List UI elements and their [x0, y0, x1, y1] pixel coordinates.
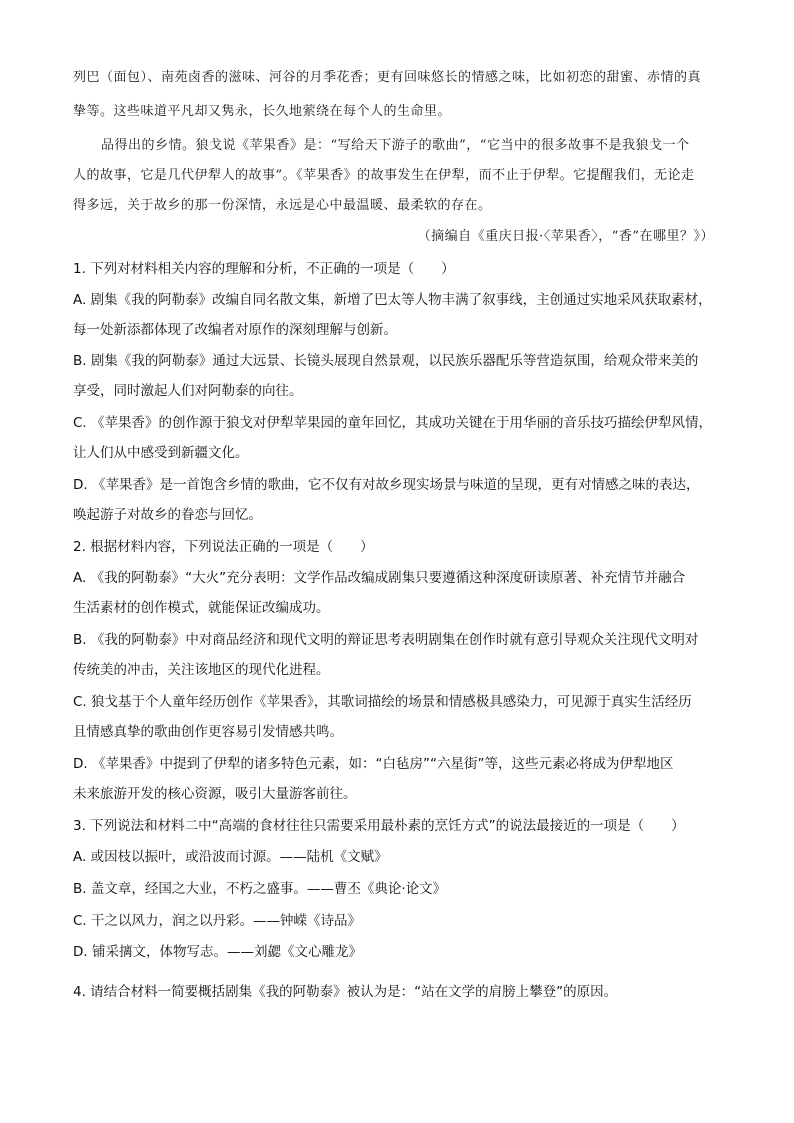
passage-line-2: 挚等。这些味道平凡却又隽永，长久地萦绕在每个人的生命里。 — [73, 104, 452, 119]
question-2-stem: 2. 根据材料内容，下列说法正确的一项是（ ） — [73, 539, 374, 555]
question-3-option-a: A. 或因枝以振叶，或沿波而讨源。——陆机《文赋》 — [73, 849, 388, 865]
question-1-option-a-cont: 每一处新添都体现了改编者对原作的深刻理解与创新。 — [73, 322, 397, 338]
passage-line-4: 人的故事，它是几代伊犁人的故事”。《苹果香》的故事发生在伊犁，而不止于伊犁。它提醒我们，无论走 — [73, 168, 695, 183]
question-1-option-c: C. 《苹果香》的创作源于狼戈对伊犁苹果园的童年回忆，其成功关键在于用华丽的音乐技巧描绘伊犁风情， — [73, 415, 713, 431]
question-1-option-b-cont: 享受，同时激起人们对阿勒泰的向往。 — [73, 383, 303, 399]
question-2-option-b: B. 《我的阿勒泰》中对商品经济和现代文明的辩证思考表明剧集在创作时就有意引导观众关注现代文明对 — [73, 632, 699, 648]
question-2-option-c-cont: 且情感真挚的歌曲创作更容易引发情感共鸣。 — [73, 724, 343, 740]
question-2-option-d-cont: 未来旅游开发的核心资源，吸引大量游客前往。 — [73, 786, 357, 802]
question-3-option-c: C. 干之以风力，润之以丹彩。——钟嵘《诗品》 — [73, 913, 362, 929]
question-2-option-d: D. 《苹果香》中提到了伊犁的诸多特色元素，如：“白毡房”“六星街”等，这些元素必将成为伊犁地区 — [73, 756, 674, 772]
passage-source: （摘编自《重庆日报·〈苹果香〉，“香”在哪里？》） — [417, 229, 714, 244]
question-3-option-d: D. 铺采摛文，体物写志。——刘勰《文心雕龙》 — [73, 944, 362, 960]
question-4-stem: 4. 请结合材料一简要概括剧集《我的阿勒泰》被认为是：“站在文学的肩膀上攀登”的原因。 — [73, 984, 618, 1000]
question-2-option-a-cont: 生活素材的创作模式，就能保证改编成功。 — [73, 600, 330, 616]
question-2-option-a: A. 《我的阿勒泰》“大火”充分表明：文学作品改编成剧集只要遵循这种深度研读原著、补充情节并融合 — [73, 570, 686, 586]
question-1-option-d: D. 《苹果香》是一首饱含乡情的歌曲，它不仅有对故乡现实场景与味道的呈现，更有对情感之味的表达， — [73, 477, 700, 493]
question-1-stem: 1. 下列对材料相关内容的理解和分析，不正确的一项是（ ） — [73, 261, 455, 277]
question-1-option-b: B. 剧集《我的阿勒泰》通过大远景、长镜头展现自然景观，以民族乐器配乐等营造氛围，给观众带来美的 — [73, 353, 699, 369]
question-1-option-c-cont: 让人们从中感受到新疆文化。 — [73, 445, 249, 461]
question-3-stem: 3. 下列说法和材料二中“高端的食材往往只需要采用最朴素的烹饪方式”的说法最接近的一项是（ ） — [73, 818, 685, 834]
question-1-option-d-cont: 唤起游子对故乡的眷恋与回忆。 — [73, 507, 262, 523]
question-3-option-b: B. 盖文章，经国之大业，不朽之盛事。——曹丕《典论·论文》 — [73, 881, 447, 897]
question-1-option-a: A. 剧集《我的阿勒泰》改编自同名散文集，新增了巴太等人物丰满了叙事线，主创通过实地采风获取素材， — [73, 292, 712, 308]
passage-line-3: 品得出的乡情。狼戈说《苹果香》是：“写给天下游子的歌曲”，“它当中的很多故事不是我狼戈一个 — [101, 138, 690, 153]
question-2-option-c: C. 狼戈基于个人童年经历创作《苹果香》，其歌词描绘的场景和情感极具感染力，可见源于真实生活经历 — [73, 694, 692, 710]
question-2-option-b-cont: 传统美的冲击，关注该地区的现代化进程。 — [73, 662, 330, 678]
passage-line-5: 得多远，关于故乡的那一份深情，永远是心中最温暖、最柔软的存在。 — [73, 198, 492, 213]
passage-line-1: 列巴（面包）、南苑卤香的滋味、河谷的月季花香；更有回味悠长的情感之味，比如初恋的甜蜜、赤情的真 — [73, 70, 702, 85]
